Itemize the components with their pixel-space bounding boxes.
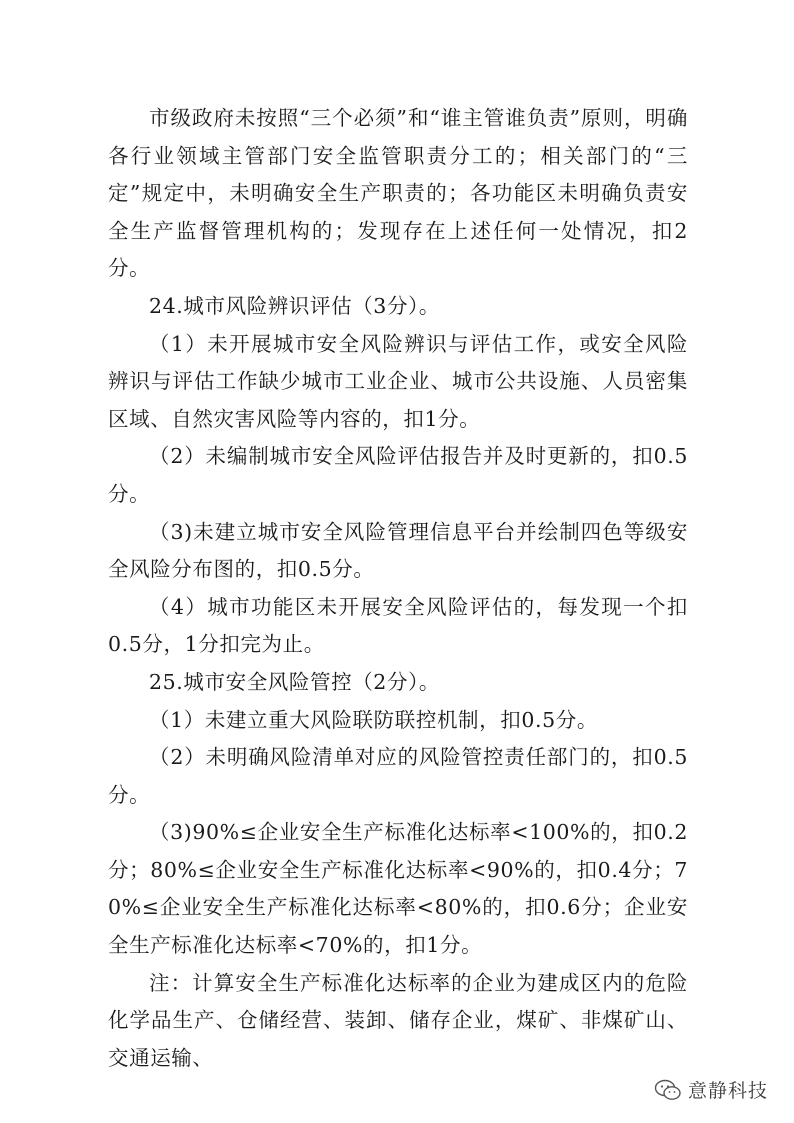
wechat-icon [654, 1079, 682, 1101]
paragraph-24-4: （4）城市功能区未开展安全风险评估的，每发现一个扣 0.5分，1分扣完为止。 [108, 594, 688, 657]
paragraph-24-2: （2）未编制城市安全风险评估报告并及时更新的，扣0.5分。 [108, 444, 688, 506]
paragraph-municipal-duties: 市级政府未按照“三个必须”和“谁主管谁负责”原则，明确各行业领域主管部门安全监管职责分工的；相关部门的“三定”规定中，未明确安全生产职责的；各功能区未明确负责安全生产监督管理机构的；发现存在上述任何一处情况，扣2分。 [108, 106, 688, 281]
heading-item-25: 25.城市安全风险管控（2分）。 [149, 669, 440, 694]
paragraph-25-1: （1）未建立重大风险联防联控机制，扣0.5分。 [149, 707, 598, 732]
paragraph-24-3: （3)未建立城市安全风险管理信息平台并绘制四色等级安全风险分布图的，扣0.5分。 [108, 519, 688, 582]
document-body [108, 100, 688, 1077]
paragraph-24-1: （1）未开展城市安全风险辨识与评估工作，或安全风险辨识与评估工作缺少城市工业企业、城市公共设施、人员密集区域、自然灾害风险等内容的，扣1分。 [108, 331, 688, 431]
watermark-text: 意静科技 [687, 1080, 768, 1102]
heading-item-24: 24.城市风险辨识评估（3分）。 [149, 293, 440, 318]
watermark [654, 1076, 768, 1103]
paragraph-note: 注：计算安全生产标准化达标率的企业为建成区内的危险化学品生产、仓储经营、装卸、储存企业，煤矿、非煤矿山、交通运输、 [108, 970, 688, 1070]
paragraph-25-3: （3)90%≤企业安全生产标准化达标率<100%的，扣0.2分；80%≤企业安全生产标准化达标率<90%的，扣0.4分；70%≤企业安全生产标准化达标率<80%的，扣0.6分；企业安全生产标准化达标率<70%的，扣1分。 [108, 820, 688, 958]
paragraph-25-2: （2）未明确风险清单对应的风险管控责任部门的，扣0.5分。 [108, 745, 688, 807]
